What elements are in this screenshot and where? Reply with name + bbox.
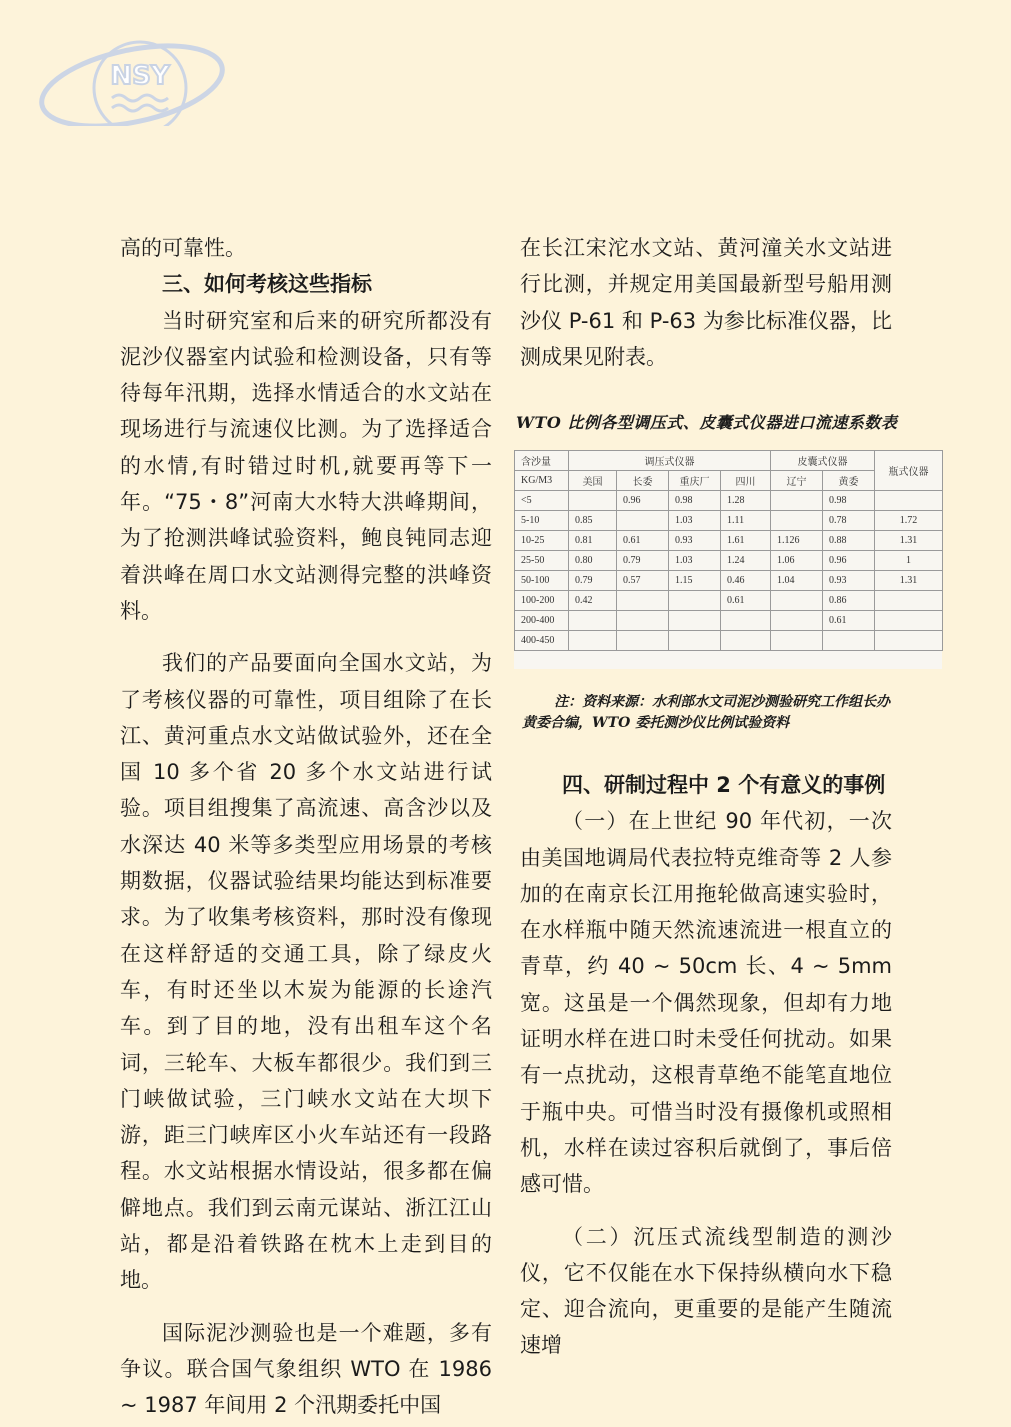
paragraph: 国际泥沙测验也是一个难题，多有争议。联合国气象组织 WTO 在 1986 ~ 1987 年间用 2 个汛期委托中国 [120,1320,492,1418]
right-column [520,230,892,375]
table-header-cell: 长委 [617,471,669,491]
table-header-cell: 皮囊式仪器 [771,451,875,471]
table-cell [875,631,943,651]
table-cell: 0.80 [569,551,617,571]
table-header-cell: 瓶式仪器 [875,451,943,491]
paragraph: 我们的产品要面向全国水文站，为了考核仪器的可靠性，项目组除了在长江、黄河重点水文站做试验外，还在全国 10 多个省 20 多个水文站进行试验。项目组搜集了高流速、高含沙以及水深达 40 米等多类型应用场景的考核期数据，仪器试验结果均能达到标准要求。为了收集考核资料，那时没有像现在这样舒适的交通工具，除了绿皮火车，有时还坐以木炭为能源的长途汽车。到了目的地，没有出租车这个名词，三轮车、大板车都很少。我们到三门峡做试验，三门峡水文站在大坝下游，距三门峡库区小火车站还有一段路程。水文站根据水情设站，很多都在偏僻地点。我们到云南元谋站、浙江江山站，都是沿着铁路在枕木上走到目的地。 [120,651,492,1293]
table-cell: 0.78 [823,511,875,531]
logo-text: NSY [110,61,170,91]
table-cell: 10-25 [515,531,569,551]
table-cell: 0.79 [569,571,617,591]
table-row [515,591,943,611]
table-cell [617,611,669,631]
table-cell [617,591,669,611]
table-row [515,551,943,571]
table-header-cell: KG/M3 [515,471,569,491]
section-heading-3: 三、如何考核这些指标 [162,272,372,297]
table-cell [823,631,875,651]
table-row [515,631,943,651]
table-cell: 0.93 [823,571,875,591]
table-cell [721,611,771,631]
table-cell [771,591,823,611]
paragraph: （一）在上世纪 90 年代初，一次由美国地调局代表拉特克维奇等 2 人参加的在南京长江用拖轮做高速实验时，在水样瓶中随天然流速流进一根直立的青草，约 40 ~ 50cm 长、4 ~ 5mm 宽。这虽是一个偶然现象，但却有力地证明水样在进口时未受任何扰动。如果有一点扰动，这根青草绝不能笔直地位于瓶中央。可惜当时没有摄像机或照相机，水样在读过容积后就倒了，事后倍感可惜。 [520,809,892,1197]
table-cell: 1.15 [669,571,721,591]
table-cell: 5-10 [515,511,569,531]
table-row [515,511,943,531]
paragraph-continuation: 在长江宋沱水文站、黄河潼关水文站进行比测，并规定用美国最新型号船用测沙仪 P-61 和 P-63 为参比标准仪器，比测成果见附表。 [520,236,892,369]
paragraph: 当时研究室和后来的研究所都没有泥沙仪器室内试验和检测设备，只有等待每年汛期，选择水情适合的水文站在现场进行与流速仪比测。为了选择适合的水情,有时错过时机,就要再等下一年。“75・8”河南大水特大洪峰期间，为了抢测洪峰试验资料，鲍良钝同志迎着洪峰在周口水文站测得完整的洪峰资料。 [120,308,492,623]
table-cell [669,611,721,631]
coefficient-table [514,450,942,669]
table-cell: 0.81 [569,531,617,551]
table-cell: 1.24 [721,551,771,571]
table-cell: 0.79 [617,551,669,571]
table-cell: 0.42 [569,591,617,611]
right-column-lower [520,767,892,1364]
table-cell [771,511,823,531]
table-cell: 1.28 [721,491,771,511]
paragraph: （二）沉压式流线型制造的测沙仪，它不仅能在水下保持纵横向水下稳定、迎合流向，更重要的是能产生随流速增 [520,1224,892,1358]
table-cell [669,591,721,611]
table-cell: 0.46 [721,571,771,591]
table-cell: 0.85 [569,511,617,531]
table-cell: 1 [875,551,943,571]
table-cell [617,511,669,531]
table-cell: 1.06 [771,551,823,571]
table-cell: 1.31 [875,531,943,551]
table-cell: 1.04 [771,571,823,591]
table-cell [569,631,617,651]
table-cell: 100-200 [515,591,569,611]
table-header-cell: 黄委 [823,471,875,491]
table-cell: 1.31 [875,571,943,591]
table-cell [771,611,823,631]
table-cell: 0.98 [823,491,875,511]
table-note: 注：资料来源：水利部水文司泥沙测验研究工作组长办黄委合编，WTO 委托测沙仪比例试验资料 [522,694,891,731]
table-cell [771,631,823,651]
table-cell: 0.93 [669,531,721,551]
table-cell: 1.03 [669,551,721,571]
table-header-cell: 辽宁 [771,471,823,491]
table-cell: 0.98 [669,491,721,511]
table-cell: 0.61 [823,611,875,631]
table-cell: 0.61 [721,591,771,611]
table-cell: 25-50 [515,551,569,571]
table-cell: 50-100 [515,571,569,591]
nsy-logo [28,26,228,126]
table-cell: 0.61 [617,531,669,551]
table-cell: 0.96 [823,551,875,571]
table-cell [617,631,669,651]
table-cell [771,491,823,511]
table-cell [669,631,721,651]
table-header-cell: 四川 [721,471,771,491]
table-header-cell: 调压式仪器 [569,451,771,471]
table-header-cell: 美国 [569,471,617,491]
table-header-cell: 含沙量 [515,451,569,471]
table-cell [721,631,771,651]
table-cell: <5 [515,491,569,511]
table-cell [875,611,943,631]
table-cell: 1.03 [669,511,721,531]
table-header-row [515,451,943,471]
section-heading-4: 四、研制过程中 2 个有意义的事例 [562,773,886,797]
table-cell: 0.96 [617,491,669,511]
table-cell: 0.86 [823,591,875,611]
table-cell: 1.11 [721,511,771,531]
table-row [515,531,943,551]
table-cell: 1.126 [771,531,823,551]
left-column [120,230,492,1424]
table-cell [569,491,617,511]
table-cell: 400-450 [515,631,569,651]
table-cell: 1.61 [721,531,771,551]
table-title: WTO 比例各型调压式、皮囊式仪器进口流速系数表 [516,413,898,432]
table-cell: 1.72 [875,511,943,531]
paragraph-continuation: 高的可靠性。 [120,236,246,260]
table-cell [569,611,617,631]
table-row [515,491,943,511]
table-row [515,611,943,631]
table-cell [875,491,943,511]
table-header-cell: 重庆厂 [669,471,721,491]
table-cell: 0.88 [823,531,875,551]
table-cell [875,591,943,611]
table-cell: 200-400 [515,611,569,631]
table-cell: 0.57 [617,571,669,591]
table-row [515,571,943,591]
